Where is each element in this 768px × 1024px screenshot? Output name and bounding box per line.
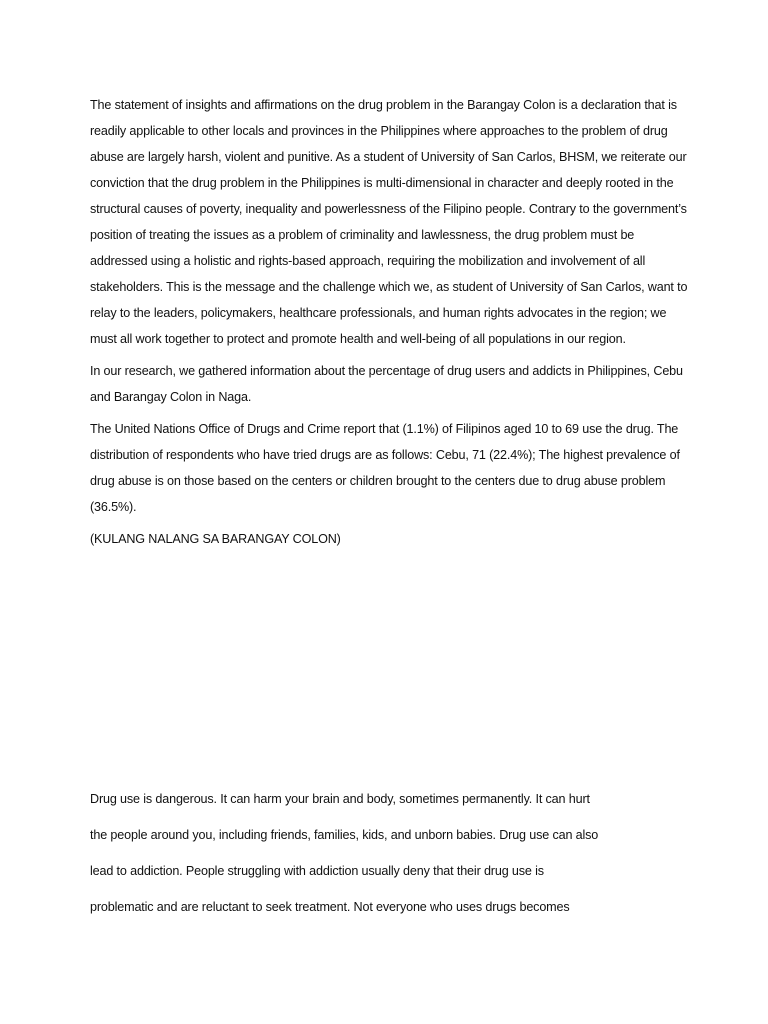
document-body-bottom — [90, 781, 690, 925]
paragraph-drug-use — [90, 781, 690, 925]
text-line: lead to addiction. People struggling with addiction usually deny that their drug use is — [90, 864, 544, 878]
paragraph-note: (KULANG NALANG SA BARANGAY COLON) — [90, 532, 341, 546]
text-line: problematic and are reluctant to seek treatment. Not everyone who uses drugs becomes — [90, 900, 570, 914]
paragraph-statement: The statement of insights and affirmations on the drug problem in the Barangay Colon is a declaration that is readily applicable to other locals and provinces in the Philippines where approaches to the problem of drug abuse are largely harsh, violent and punitive. As a student of University of San Carlos, BHSM, we reiterate our conviction that the drug problem in the Philippines is multi-dimensional in character and deeply rooted in the structural causes of poverty, inequality and powerlessness of the Filipino people. Contrary to the government’s position of treating the issues as a problem of criminality and lawlessness, the drug problem must be addressed using a holistic and rights-based approach, requiring the mobilization and involvement of all stakeholders. This is the message and the challenge which we, as student of University of San Carlos, want to relay to the leaders, policymakers, healthcare professionals, and human rights advocates in the region; we must all work together to protect and promote health and well-being of all populations in our region. — [90, 98, 688, 346]
text-line: the people around you, including friends, families, kids, and unborn babies. Drug use can also — [90, 828, 599, 842]
document-body-top — [90, 92, 690, 552]
paragraph-research: In our research, we gathered information about the percentage of drug users and addicts in Philippines, Cebu and Barangay Colon in Naga. — [90, 364, 683, 404]
paragraph-statistics: The United Nations Office of Drugs and Crime report that (1.1%) of Filipinos aged 10 to 69 use the drug. The distribution of respondents who have tried drugs are as follows: Cebu, 71 (22.4%); The highest prevalence of drug abuse is on those based on the centers or children brought to the centers due to drug abuse problem (36.5%). — [90, 422, 680, 514]
text-line: Drug use is dangerous. It can harm your brain and body, sometimes permanently. It can hurt — [90, 792, 590, 806]
